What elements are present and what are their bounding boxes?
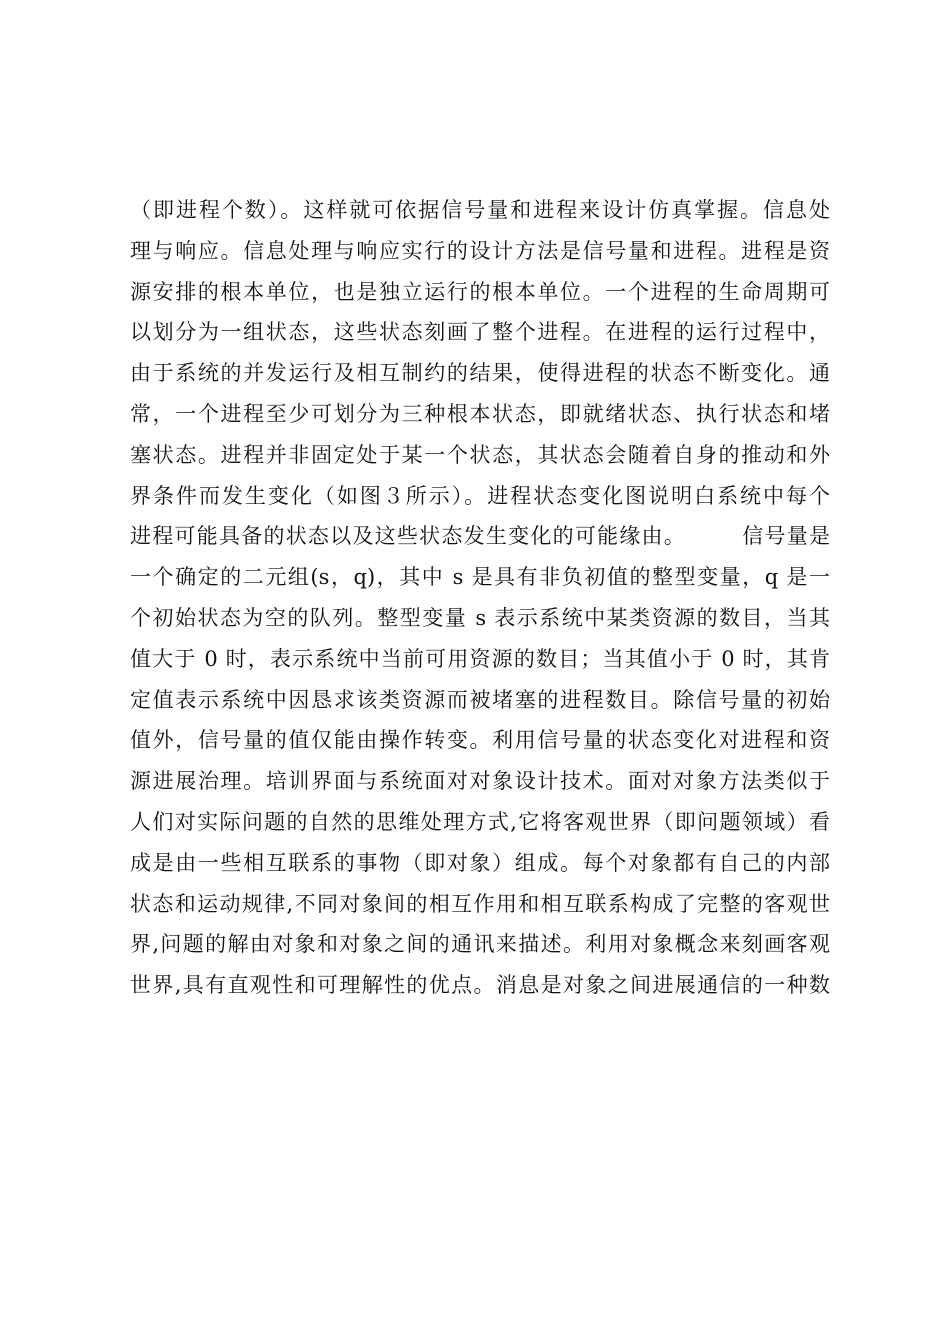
- text-line: 状态和运动规律,不同对象间的相互作用和相互联系构成了完整的客观世: [130, 891, 830, 916]
- text-line: 一个确定的二元组(s，q)，其中 s 是具有非负初值的整型变量，q 是一: [130, 565, 830, 590]
- text-line: 界,问题的解由对象和对象之间的通讯来描述。利用对象概念来刻画客观: [130, 932, 830, 957]
- text-line: 个初始状态为空的队列。整型变量 s 表示系统中某类资源的数目，当其: [130, 605, 830, 630]
- text-line: 源安排的根本单位，也是独立运行的根本单位。一个进程的生命周期可: [130, 279, 830, 304]
- text-line: 定值表示系统中因恳求该类资源而被堵塞的进程数目。除信号量的初始: [130, 687, 830, 712]
- text-line: 成是由一些相互联系的事物（即对象）组成。每个对象都有自己的内部: [130, 850, 830, 875]
- text-line: 以划分为一组状态，这些状态刻画了整个进程。在进程的运行过程中，: [130, 320, 830, 345]
- text-line: 人们对实际问题的自然的思维处理方式,它将客观世界（即问题领域）看: [130, 809, 830, 834]
- text-line: 由于系统的并发运行及相互制约的结果，使得进程的状态不断变化。通: [130, 361, 830, 386]
- text-line: 源进展治理。培训界面与系统面对对象设计技术。面对对象方法类似于: [130, 769, 830, 794]
- text-line: 世界,具有直观性和可理解性的优点。消息是对象之间进展通信的一种数: [130, 973, 830, 998]
- text-line: 塞状态。进程并非固定处于某一个状态，其状态会随着自身的推动和外: [130, 442, 830, 467]
- body-paragraph: [130, 190, 830, 1006]
- text-line: 界条件而发生变化（如图３所示）。进程状态变化图说明白系统中每个: [130, 483, 830, 508]
- text-line: 值大于 0 时，表示系统中当前可用资源的数目；当其值小于 0 时，其肯: [130, 646, 830, 671]
- text-line: （即进程个数）。这样就可依据信号量和进程来设计仿真掌握。信息处: [130, 198, 830, 222]
- text-line: 常，一个进程至少可划分为三种根本状态，即就绪状态、执行状态和堵: [130, 401, 830, 426]
- text-line: 理与响应。信息处理与响应实行的设计方法是信号量和进程。进程是资: [130, 238, 830, 263]
- text-line: 值外，信号量的值仅能由操作转变。利用信号量的状态变化对进程和资: [130, 728, 830, 753]
- text-line: 进程可能具备的状态以及这些状态发生变化的可能缘由。 信号量是: [130, 524, 830, 549]
